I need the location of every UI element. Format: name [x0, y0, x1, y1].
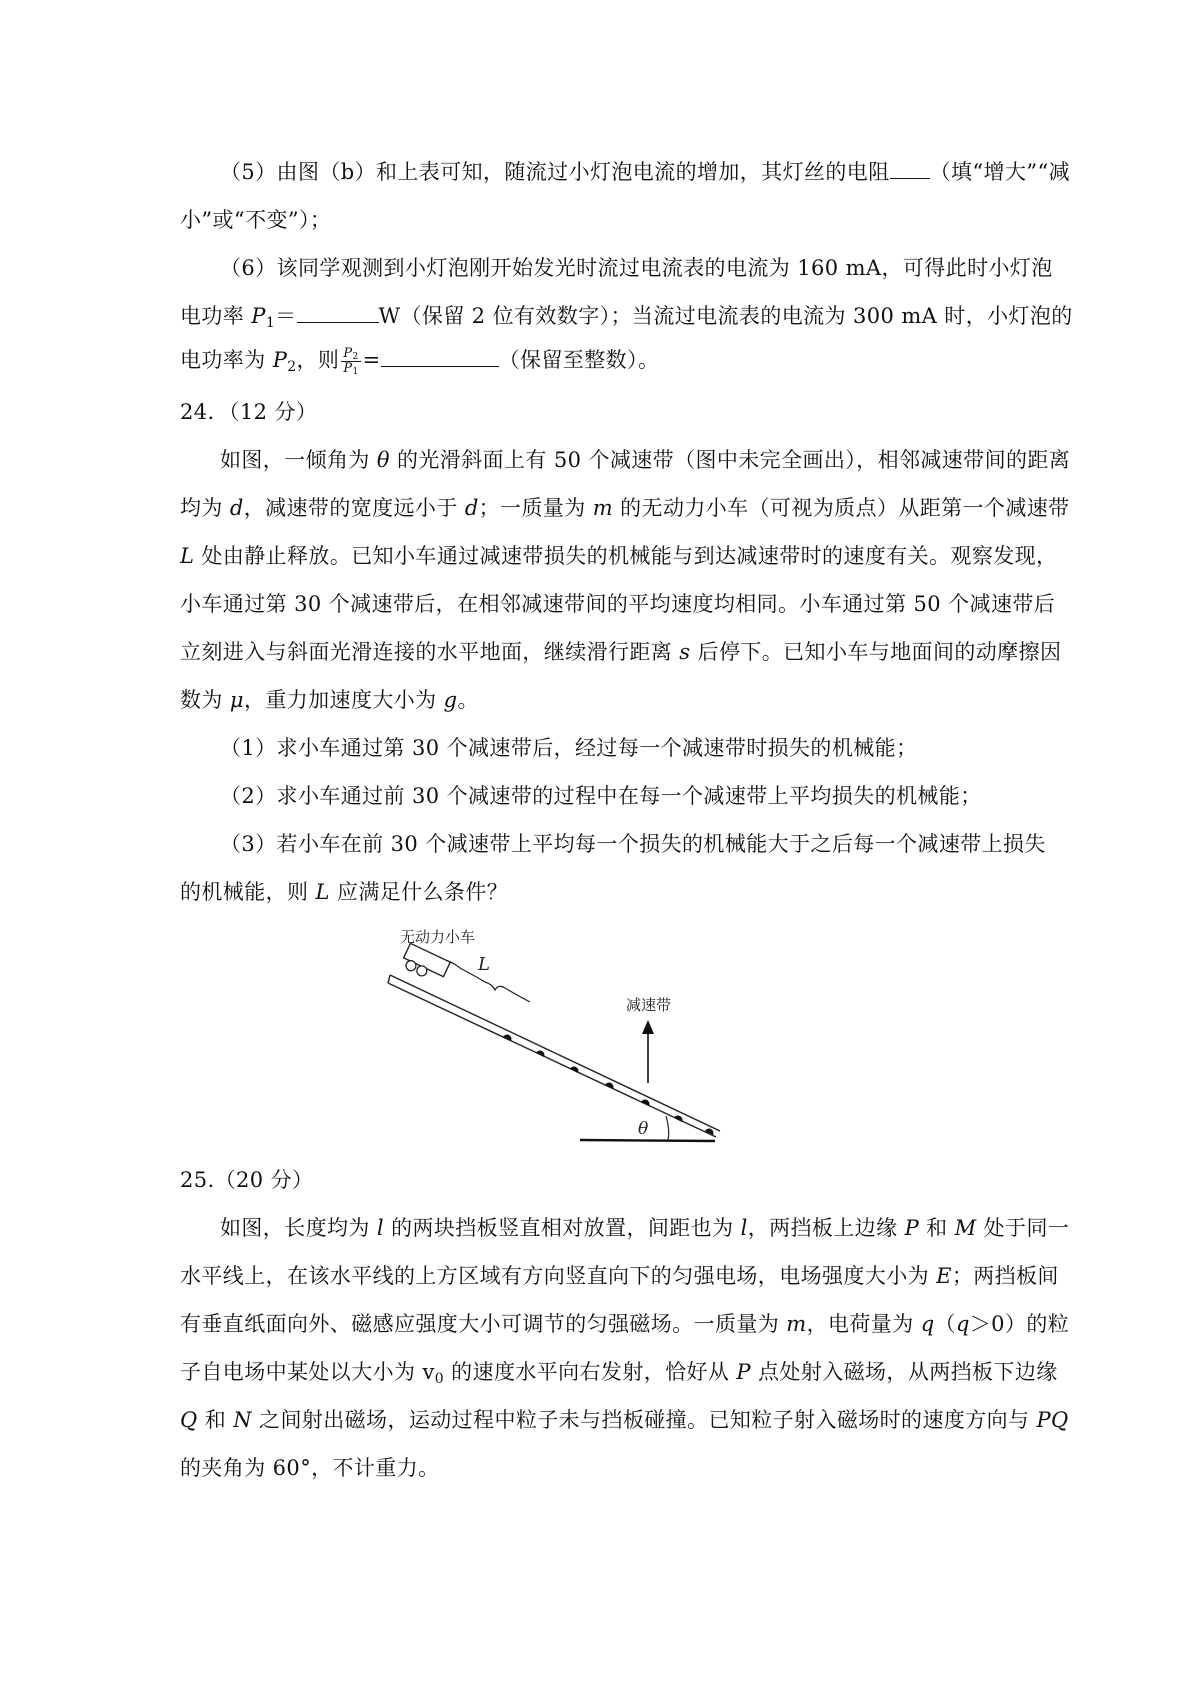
math-variable: P: [904, 1216, 920, 1240]
q23-part6-line3: [180, 346, 659, 376]
math-variable: N: [233, 1408, 252, 1432]
q23-part5-line1: [220, 158, 1070, 186]
math-variable: μ: [229, 688, 244, 712]
equals-sign: =: [362, 348, 381, 372]
q25-stem-line3: [180, 1310, 1069, 1338]
q23-part6-text: 电功率: [180, 304, 252, 328]
math-variable: d: [464, 496, 479, 520]
q25-stem-line2: [180, 1262, 1059, 1290]
q25-stem-line4: [180, 1358, 1058, 1386]
text-segment: （: [934, 1312, 956, 1336]
math-variable: d: [229, 496, 244, 520]
answer-blank: [297, 304, 379, 323]
q25-stem-line1: [220, 1214, 1069, 1242]
text-segment: 的速度水平向右发射，恰好从: [444, 1360, 737, 1384]
cart-icon: [400, 943, 450, 984]
fraction-P2-over-P1: [341, 347, 360, 376]
q23-part5-text-a: （5）由图（b）和上表可知，随流过小灯泡电流的增加，其灯丝的电阻: [220, 160, 890, 184]
angle-label: θ: [638, 1119, 649, 1139]
text-segment: 如图，一倾角为: [220, 448, 377, 472]
text-segment: 的光滑斜面上有 50 个减速带（图中未完全画出），相邻减速带间的距离: [389, 448, 1071, 472]
text-segment: 的机械能，则: [180, 880, 316, 904]
q23-part6-line1: （6）该同学观测到小灯泡刚开始发光时流过电流表的电流为 160 mA，可得此时小灯泡: [220, 256, 1053, 280]
equals-sign: ＝: [275, 304, 297, 328]
math-variable: m: [592, 496, 614, 520]
text-segment: ＞0）的粒: [969, 1312, 1070, 1336]
answer-blank: [381, 348, 499, 367]
q23-part5-line2: 小”或“不变”）；: [180, 208, 332, 232]
text-segment: 的无动力小车（可视为质点）从距第一个减速带: [613, 496, 1070, 520]
text-segment: 子自电场中某处以大小为 v: [180, 1360, 435, 1384]
text-segment: 均为: [180, 496, 230, 520]
math-variable: Q: [180, 1408, 198, 1432]
math-variable: s: [679, 640, 691, 664]
fraction-denominator: P: [343, 361, 353, 376]
length-label: L: [478, 954, 490, 975]
subscript: 2: [287, 359, 297, 375]
math-variable: l: [376, 1216, 384, 1240]
q23-part6-text: W（保留 2 位有效数字）；当流过电流表的电流为 300 mA 时，小灯泡的: [378, 304, 1073, 328]
text-segment: ；一质量为: [478, 496, 593, 520]
text-segment: ，重力加速度大小为: [243, 688, 444, 712]
text-segment: 。: [457, 688, 479, 712]
speed-bump-icon: [674, 1116, 682, 1122]
text-segment: ，电荷量为: [806, 1312, 921, 1336]
math-variable: PQ: [1036, 1408, 1069, 1432]
text-segment: ，减速带的宽度远小于: [243, 496, 465, 520]
angle-arc: [666, 1116, 669, 1140]
math-variable: l: [740, 1216, 748, 1240]
math-variable: P: [736, 1360, 751, 1384]
text-segment: 处由静止释放。已知小车通过减速带损失的机械能与到达减速带时的速度有关。观察发现，: [194, 544, 1058, 568]
answer-blank: [890, 160, 930, 179]
q24-stem-line6: [180, 686, 479, 714]
text-segment: 和: [197, 1408, 234, 1432]
q24-stem-line5: [180, 638, 1061, 666]
math-variable: g: [443, 688, 458, 712]
text-segment: 的两块挡板竖直相对放置，间距也为: [384, 1216, 741, 1240]
text-segment: 小车通过第 30 个减速带后，在相邻减速带间的平均速度均相同。小车通过第 50 个减速带后: [180, 592, 1056, 616]
math-variable: E: [936, 1264, 952, 1288]
q24-subquestion-2: （2）求小车通过前 30 个减速带的过程中在每一个减速带上平均损失的机械能；: [220, 784, 982, 808]
subscript: 2: [352, 352, 359, 362]
text-segment: 应满足什么条件？: [329, 880, 509, 904]
text-segment: 立刻进入与斜面光滑连接的水平地面，继续滑行距离: [180, 640, 680, 664]
text-segment: 和: [919, 1216, 955, 1240]
text-segment: 点处射入磁场，从两挡板下边缘: [750, 1360, 1058, 1384]
q23-part6-text: ，则: [296, 348, 340, 372]
ground-line: [580, 1140, 715, 1141]
q23-part6-text: （保留至整数）。: [498, 348, 660, 372]
math-variable: L: [180, 544, 195, 568]
text-segment: ，两挡板上边缘: [747, 1216, 905, 1240]
q24-header: 24．（12 分）: [180, 400, 318, 424]
incline-diagram: [380, 920, 800, 1150]
math-variable: q: [955, 1312, 970, 1336]
q24-stem-line2: [180, 494, 1070, 522]
q25-header: 25.（20 分）: [180, 1168, 314, 1192]
q23-part5-text-b: （填“增大”“减: [929, 160, 1071, 184]
incline-end: [388, 975, 390, 983]
arrow-up-icon: [642, 1020, 654, 1034]
text-segment: 处于同一: [976, 1216, 1070, 1240]
math-variable: q: [920, 1312, 935, 1336]
subscript: 1: [352, 367, 359, 377]
math-variable: L: [315, 880, 330, 904]
math-variable: m: [786, 1312, 807, 1336]
q24-stem-line1: [220, 446, 1070, 474]
subscript: 0: [434, 1371, 445, 1387]
text-segment: 水平线上，在该水平线的上方区域有方向竖直向下的匀强电场，电场强度大小为: [180, 1264, 937, 1288]
car-label: 无动力小车: [400, 928, 476, 946]
text-segment: 有垂直纸面向外、磁感应强度大小可调节的匀强磁场。一质量为: [180, 1312, 787, 1336]
text-segment: 的夹角为 60°，不计重力。: [180, 1456, 440, 1480]
q24-subquestion-1: （1）求小车通过第 30 个减速带后，经过每一个减速带时损失的机械能；: [220, 736, 918, 760]
variable-P1: P: [251, 304, 266, 328]
text-segment: 数为: [180, 688, 230, 712]
q25-stem-line5: [180, 1406, 1069, 1434]
q24-subquestion-3-line1: （3）若小车在前 30 个减速带上平均每一个损失的机械能大于之后每一个减速带上损失: [220, 832, 1046, 856]
q24-stem-line3: [180, 542, 1057, 570]
text-segment: 如图，长度均为: [220, 1216, 377, 1240]
q25-stem-line6: [180, 1454, 440, 1482]
text-segment: ；两挡板间: [951, 1264, 1059, 1288]
text-segment: 后停下。已知小车与地面间的动摩擦因: [690, 640, 1062, 664]
q23-part6-line2: [180, 302, 1073, 330]
fraction-numerator: P: [343, 346, 353, 361]
q24-stem-line4: [180, 590, 1055, 618]
text-segment: 之间射出磁场，运动过程中粒子未与挡板碰撞。已知粒子射入磁场时的速度方向与: [251, 1408, 1037, 1432]
q23-part6-text: 电功率为: [180, 348, 273, 372]
q24-subquestion-3-line2: [180, 878, 508, 906]
variable-P2: P: [272, 348, 288, 372]
math-variable: M: [954, 1216, 977, 1240]
math-variable: θ: [376, 448, 390, 472]
speed-bump-label: 减速带: [626, 996, 672, 1014]
subscript: 1: [265, 315, 276, 331]
